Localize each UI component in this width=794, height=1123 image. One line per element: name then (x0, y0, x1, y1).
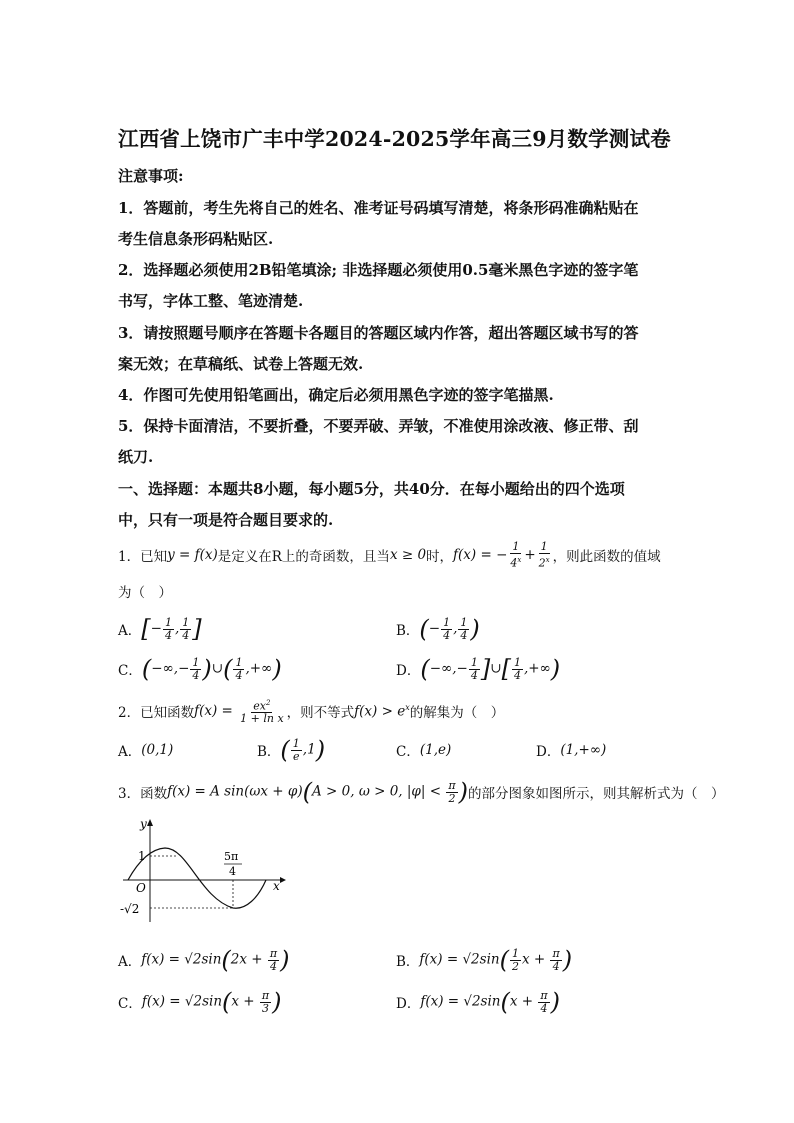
notice-line: 4．作图可先使用铅笔画出，确定后必须用黑色字迹的签字笔描黑. (118, 386, 554, 404)
option-label: D． (536, 744, 561, 760)
q3-option-d[interactable] (396, 984, 560, 1020)
y-axis-arrow (147, 819, 153, 826)
notice-line: 5．保持卡面清洁，不要折叠，不要弄破、弄皱，不准使用涂改液、修正带、刮 (118, 417, 639, 435)
option-label: C． (396, 744, 420, 760)
option-label: A． (118, 954, 142, 970)
q1-option-d[interactable] (396, 652, 560, 686)
option-math: (0,1) (141, 742, 174, 758)
q2-formula: f(x) = $\frac{ex^2}{\text{1 + ln x}}$ (194, 698, 284, 726)
q3-text-pre: 3．函数 (118, 786, 168, 802)
q1-option-a[interactable] (118, 612, 202, 646)
option-math: f(x) = √2sin( $\frac{1}{2}$ x + $\frac{\pi}{4}$ ) (419, 946, 573, 974)
notice-line: 1．答题前，考生先将自己的姓名、准考证号码填写清楚，将条形码准确粘贴在 (118, 199, 639, 217)
q3-option-b[interactable] (396, 942, 572, 978)
y-tick-1: 1 (138, 849, 146, 863)
option-label: B． (396, 623, 420, 639)
q2-option-a[interactable] (118, 733, 173, 767)
q2-option-c[interactable] (396, 733, 451, 767)
q3-formula: f(x) = A sin(ωx + φ)(A > 0, ω > 0, |φ| < $\frac{\pi}{2}$ ) (167, 778, 468, 806)
option-math: [− $\frac{1}{4}$ , $\frac{1}{4}$ ] (141, 615, 202, 643)
option-math: (1,+∞) (560, 742, 607, 758)
option-math: ( $\frac{1}{e}$ ,1) (280, 736, 326, 764)
q1-option-b[interactable] (396, 612, 480, 646)
section-heading-cont: 中，只有一项是符合题目要求的. (118, 511, 334, 529)
question-1 (118, 538, 661, 572)
q1-option-c[interactable] (118, 652, 282, 686)
q2-text-post: 的解集为（ ） (409, 705, 505, 721)
notice-line: 纸刀. (118, 448, 154, 466)
option-math: (−∞,− $\frac{1}{4}$ )∪( $\frac{1}{4}$ ,+∞) (141, 655, 282, 683)
sine-curve (128, 848, 266, 908)
notice-line: 2．选择题必须使用2B铅笔填涂; 非选择题必须使用0.5毫米黑色字迹的签字笔 (118, 261, 639, 279)
q2-text-pre: 2．已知函数 (118, 705, 195, 721)
option-math: f(x) = √2sin(x + $\frac{\pi}{4}$ ) (420, 988, 560, 1016)
q1-line2: 为（ ） (118, 585, 172, 601)
q3-option-a[interactable] (118, 942, 290, 978)
q1-text-mid2: 时， (426, 549, 454, 565)
q1-formula-def: f(x) = − $\frac{1}{4^x}$ + $\frac{1}{2^x}$ (453, 539, 550, 570)
option-math: f(x) = √2sin(2x + $\frac{\pi}{4}$ ) (141, 946, 290, 974)
q1-text-mid: 是定义在R上的奇函数，且当 (217, 549, 390, 565)
option-label: C． (118, 663, 142, 679)
option-label: D． (396, 996, 421, 1012)
option-label: D． (396, 663, 421, 679)
section-heading: 一、选择题：本题共8小题，每小题5分，共40分．在每小题给出的四个选项 (118, 480, 625, 498)
x-label: x (273, 879, 280, 893)
option-label: A． (118, 623, 142, 639)
notice-line: 书写，字体工整、笔迹清楚. (118, 292, 304, 310)
q1-text-pre: 1．已知 (118, 549, 168, 565)
option-label: B． (257, 744, 281, 760)
notice-line: 3．请按照题号顺序在答题卡各题目的答题区域内作答，超出答题区域书写的答 (118, 324, 639, 342)
option-label: C． (118, 996, 142, 1012)
option-math: (−∞,− $\frac{1}{4}$ ]∪[ $\frac{1}{4}$ ,+∞) (420, 655, 561, 683)
option-math: f(x) = √2sin(x + $\frac{\pi}{3}$ ) (141, 988, 282, 1016)
option-label: A． (118, 744, 142, 760)
y-tick-neg: -√2 (120, 902, 140, 916)
q3-option-c[interactable] (118, 984, 282, 1020)
q3-text-post: 的部分图象如图所示，则其解析式为（ ） (467, 786, 725, 802)
option-math: (1,e) (419, 742, 452, 758)
q2-inequality: $f(x) > e^x$ (354, 702, 410, 720)
notice-line: 案无效；在草稿纸、试卷上答题无效. (118, 355, 364, 373)
notice-line: 考生信息条形码粘贴区. (118, 230, 274, 248)
x-axis-arrow (280, 877, 286, 883)
page-title: 江西省上饶市广丰中学2024-2025学年高三9月数学测试卷 (118, 127, 671, 151)
question-2 (118, 693, 504, 729)
y-label: y (140, 817, 147, 831)
notice-heading: 注意事项: (118, 167, 184, 185)
x-tick-den: 4 (229, 865, 236, 878)
q1-condition: x ≥ 0 (389, 547, 427, 563)
q3-graph (118, 814, 288, 924)
x-tick-num: 5π (224, 850, 239, 863)
q1-text-post: ，则此函数的值域 (552, 549, 661, 565)
option-label: B． (396, 954, 420, 970)
origin-label: O (136, 881, 146, 895)
option-math: (− $\frac{1}{4}$ , $\frac{1}{4}$ ) (419, 615, 480, 643)
q2-option-d[interactable] (536, 733, 606, 767)
q2-text-mid: ，则不等式 (286, 705, 355, 721)
question-3 (118, 774, 724, 810)
q1-formula-f: y = f(x) (167, 547, 218, 563)
q2-option-b[interactable] (257, 733, 325, 767)
